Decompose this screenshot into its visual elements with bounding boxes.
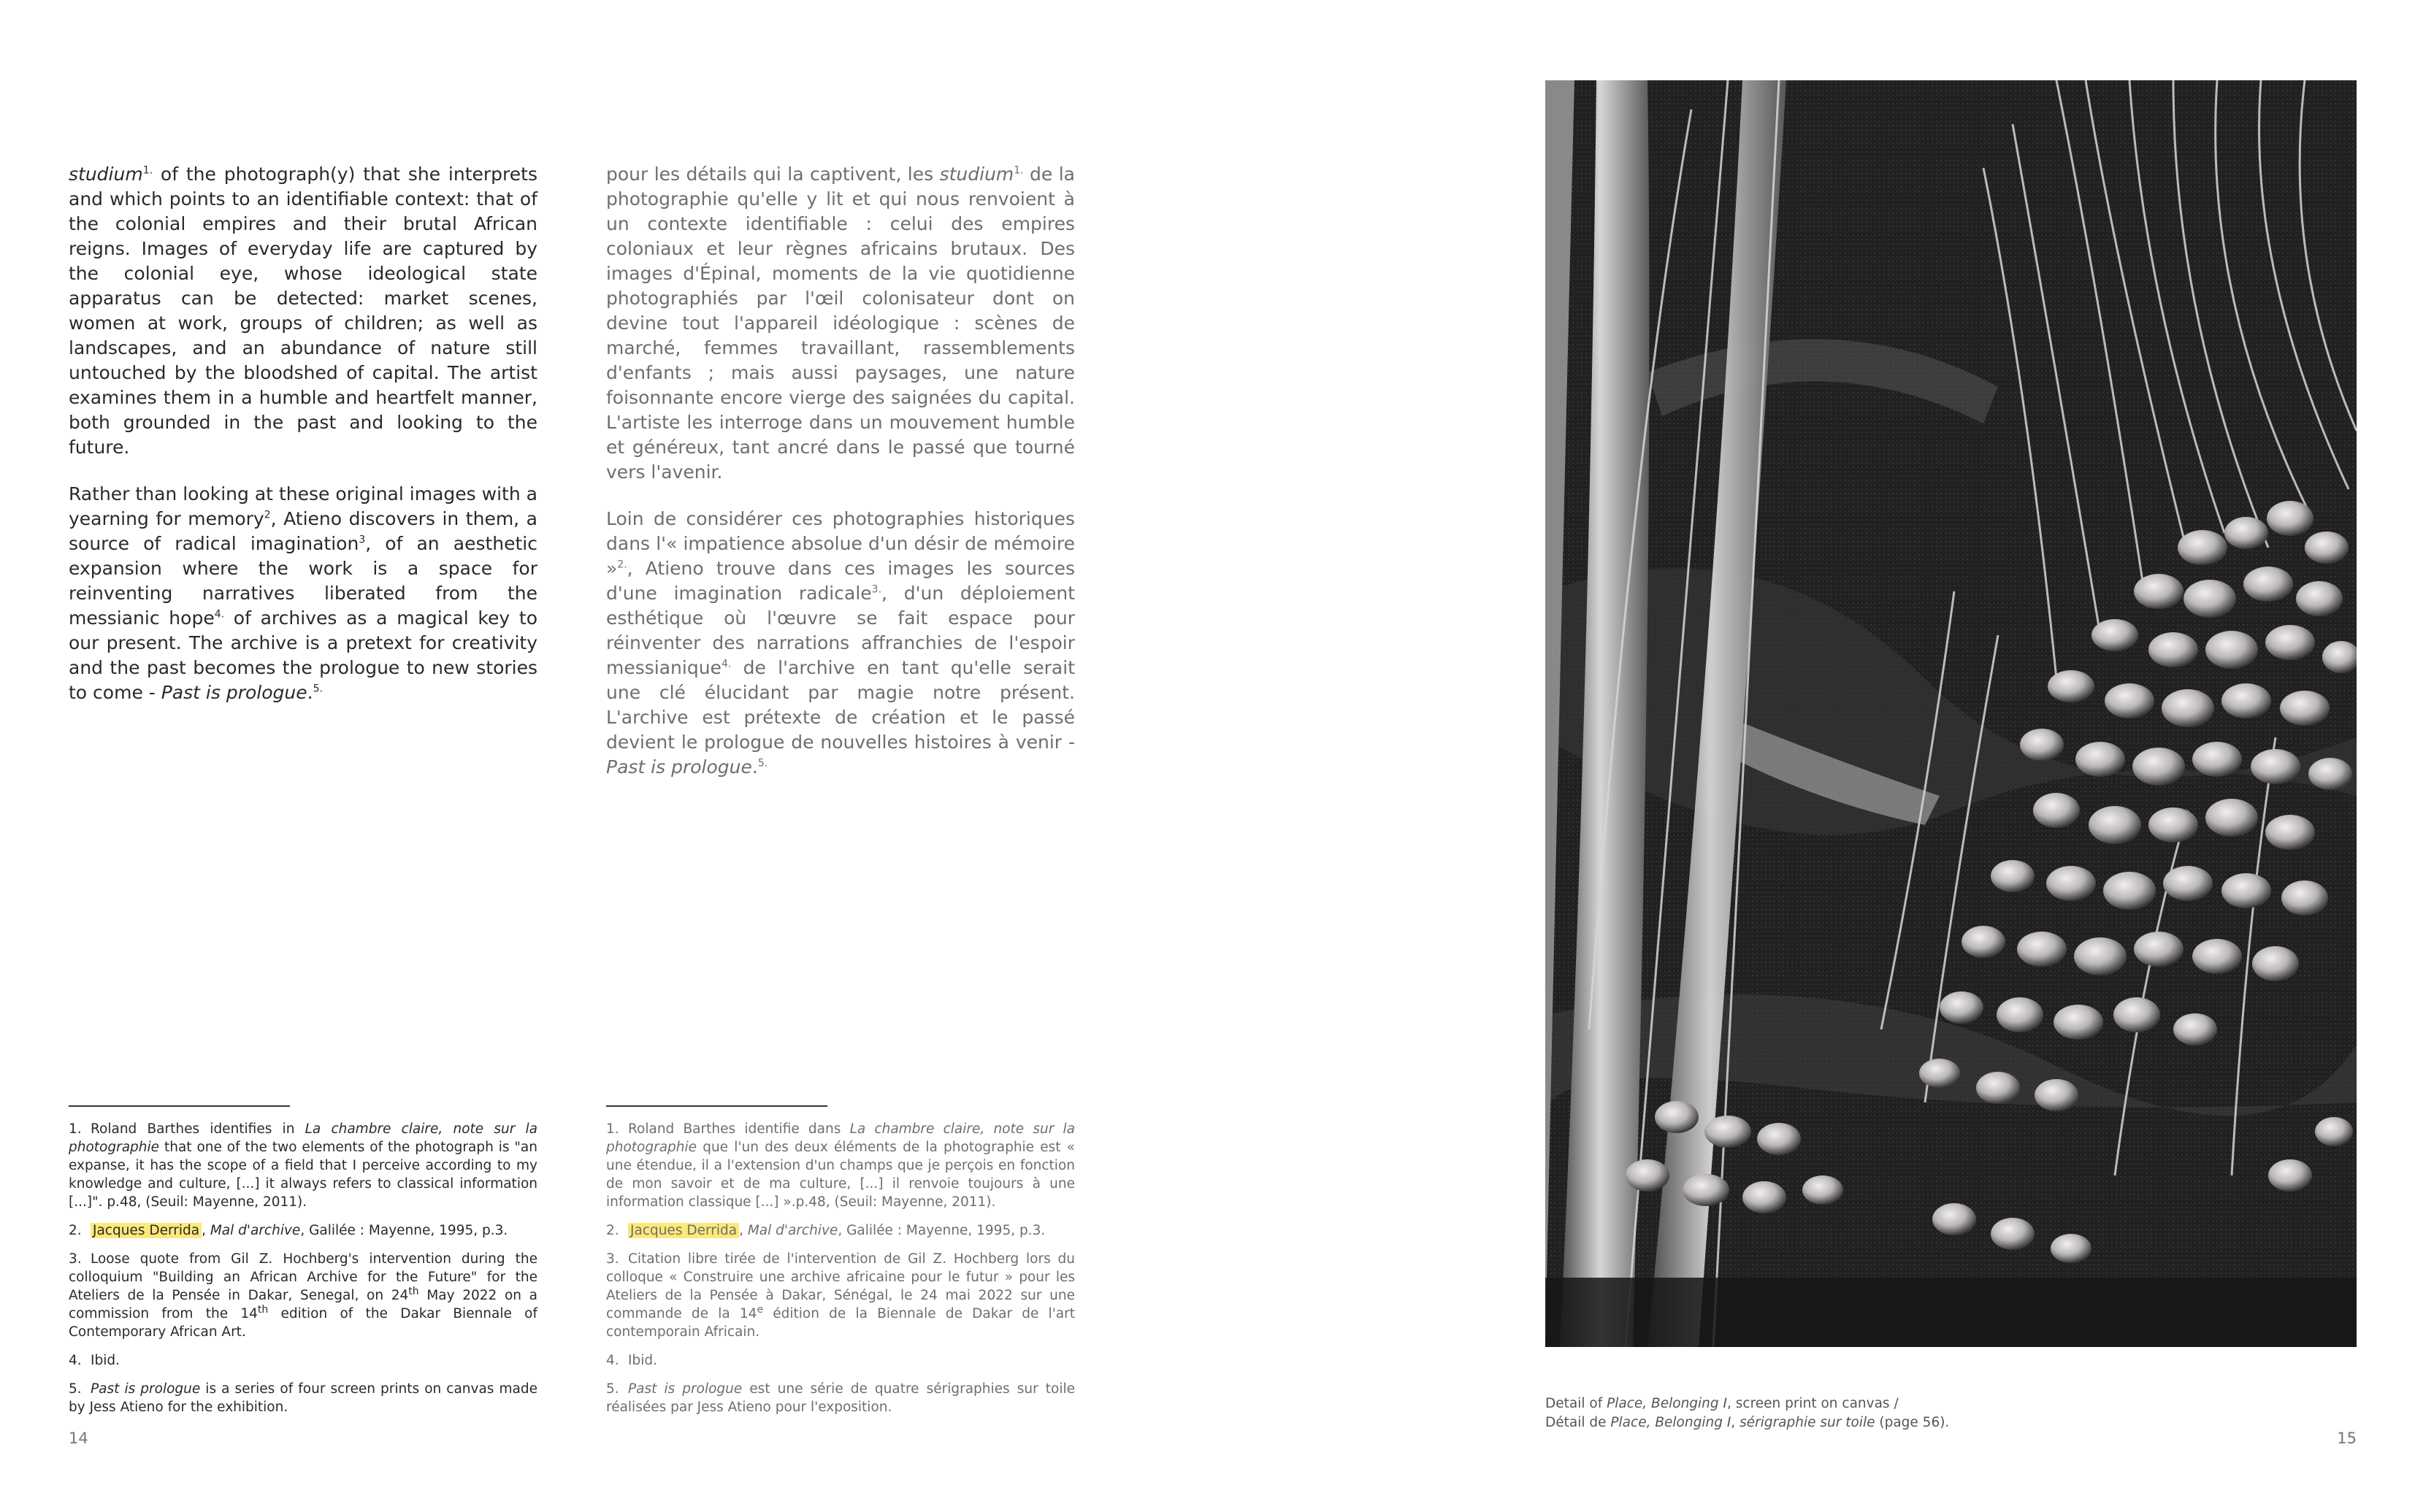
french-paragraph-1 xyxy=(606,162,1075,485)
italic-text: La chambre claire, note sur la photographie xyxy=(69,1121,537,1155)
footnote-en-3 xyxy=(69,1250,537,1341)
italic-text: studium xyxy=(939,164,1014,185)
text-run: (page 56). xyxy=(1875,1415,1950,1430)
text-run: que l'un des deux éléments de la photographie est « une étendue, il a l'extension d'un champs que je perçois en fonction de mon savoir et de ma culture, [...] il renvoie toujours à une information classique [...] ».p.48, (Seuil: Mayenne, 2011). xyxy=(606,1140,1075,1210)
text-run: , xyxy=(739,1223,748,1238)
footnote-rule-english xyxy=(69,1105,290,1107)
text-run: Citation libre tirée de l'intervention de Gil Z. Hochberg lors du colloque « Construire une archive africaine pour le futur » pour les Ateliers de la Pensée à Dakar, Sénégal, le 24 mai 2022 sur une commande de la 14 xyxy=(606,1251,1075,1321)
text-run: . xyxy=(307,682,313,703)
footnote-en-4 xyxy=(69,1351,537,1370)
text-run: , screen print on canvas / xyxy=(1727,1396,1899,1411)
footnote-en-5 xyxy=(69,1380,537,1416)
italic-text: Mal d'archive xyxy=(747,1223,838,1238)
text-run: est une série de quatre sérigraphies sur toile réalisées par Jess Atieno pour l'exposition. xyxy=(606,1381,1075,1415)
image-caption xyxy=(1545,1394,1949,1432)
text-run: Loose quote from Gil Z. Hochberg's intervention during the colloquium "Building an African Archive for the Future" for the Ateliers de la Pensée in Dakar, Senegal, on 24 xyxy=(69,1251,537,1303)
footnote-number: 5. xyxy=(69,1381,82,1397)
italic-text: Past is prologue xyxy=(161,682,307,703)
italic-text: Place, Belonging I xyxy=(1610,1415,1731,1430)
text-run: Ibid. xyxy=(628,1353,657,1368)
note-reference: 4. xyxy=(214,608,225,621)
text-run: , of an aesthetic expansion where the work is a space for reinventing narratives liberated from the messianic hope xyxy=(69,533,537,629)
footnote-fr-4 xyxy=(606,1351,1075,1370)
caption-line-french xyxy=(1545,1413,1949,1432)
text-run: that one of the two elements of the photograph is "an expanse, it has the scope of a field that I perceive according to my knowledge and culture, [...] it always refers to classical information [...]". p.48, (Seuil: Mayenne, 2011). xyxy=(69,1140,537,1210)
text-run: Détail de xyxy=(1545,1415,1611,1430)
text-run: May 2022 on a commission from the 14 xyxy=(69,1288,537,1321)
text-run: , Atieno discovers in them, a source of radical imagination xyxy=(69,508,537,554)
footnote-number: 1. xyxy=(69,1121,82,1137)
italic-text: studium xyxy=(69,164,143,185)
note-reference: th xyxy=(408,1285,419,1297)
footnote-en-1 xyxy=(69,1120,537,1211)
text-run: Roland Barthes identifies in xyxy=(91,1121,305,1137)
text-run: de la photographie qu'elle y lit et qui nous renvoient à un contexte identifiable : celui des empires coloniaux et leur règnes africains brutaux. Des images d'Épinal, moments de la vie quotidienne photographiés par l'œil colonisateur dont on devine tout l'appareil idéologique : scènes de marché, femmes travaillant, rassemblements d'enfants ; mais aussi paysages, une nature foisonnante encore vierge des saignées du capital. L'artiste les interroge dans un mouvement humble et généreux, tant ancré dans le passé que tourné vers l'avenir. xyxy=(606,164,1075,483)
note-reference: 4. xyxy=(721,658,732,670)
text-run: of archives as a magical key to our present. The archive is a pretext for creativity and the past becomes the prologue to new stories to come - xyxy=(69,607,537,703)
text-run: , d'un déploiement esthétique où l'œuvre se fait espace pour réinventer des narrations affranchies de l'espoir messianique xyxy=(606,583,1076,678)
note-reference: 2. xyxy=(617,559,627,571)
french-paragraph-2 xyxy=(606,507,1075,780)
page-number-right: 15 xyxy=(2337,1430,2357,1447)
french-body-column xyxy=(606,162,1075,802)
page-number-left: 14 xyxy=(69,1430,88,1447)
note-reference: 2 xyxy=(264,509,271,521)
text-run: Detail of xyxy=(1545,1396,1607,1411)
italic-text: sérigraphie sur toile xyxy=(1740,1415,1875,1430)
text-run: édition de la Biennale de Dakar de l'art contemporain Africain. xyxy=(606,1306,1075,1340)
footnote-number: 2. xyxy=(606,1223,619,1238)
footnote-number: 4. xyxy=(606,1353,619,1368)
note-reference: 5. xyxy=(757,757,768,770)
footnote-number: 4. xyxy=(69,1353,82,1368)
footnote-number: 1. xyxy=(606,1121,619,1137)
french-footnotes xyxy=(606,1120,1075,1427)
italic-text: Past is prologue xyxy=(628,1381,743,1397)
footnote-number: 5. xyxy=(606,1381,619,1397)
text-run: Loin de considérer ces photographies historiques dans l'« impatience absolue d'un désir de mémoire » xyxy=(606,508,1075,579)
footnote-number: 2. xyxy=(69,1223,82,1238)
text-run: , Atieno trouve dans ces images les sources d'une imagination radicale xyxy=(606,558,1075,604)
text-run: . xyxy=(751,756,758,778)
text-run: of the photograph(y) that she interprets and which points to an identifiable context: that of the colonial empires and their brutal African reigns. Images of everyday life are captured by the colonial eye, whose ideological state apparatus can be detected: market scenes, women at work, groups of children; as well as landscapes, and an abundance of nature still untouched by the bloodshed of capital. The artist examines them in a humble and heartfelt manner, both grounded in the past and looking to the future. xyxy=(69,164,537,458)
footnote-rule-french xyxy=(606,1105,827,1107)
text-run: , Galilée : Mayenne, 1995, p.3. xyxy=(300,1223,508,1238)
note-reference: 3 xyxy=(359,534,366,546)
date-palm-screenprint-illustration xyxy=(1545,80,2357,1347)
caption-line-english xyxy=(1545,1394,1949,1413)
footnote-fr-3 xyxy=(606,1250,1075,1341)
artwork-image xyxy=(1545,80,2357,1347)
italic-text: Past is prologue xyxy=(91,1381,201,1397)
text-run: is a series of four screen prints on canvas made by Jess Atieno for the exhibition. xyxy=(69,1381,537,1415)
footnote-fr-5 xyxy=(606,1380,1075,1416)
english-paragraph-2 xyxy=(69,482,537,705)
footnote-fr-2 xyxy=(606,1221,1075,1240)
text-run: Rather than looking at these original images with a yearning for memory xyxy=(69,483,537,529)
footnote-number: 3. xyxy=(69,1251,82,1267)
footnote-en-2 xyxy=(69,1221,537,1240)
italic-text: Mal d'archive xyxy=(210,1223,301,1238)
highlighted-text: Jacques Derrida xyxy=(91,1223,202,1238)
note-reference: 1. xyxy=(1014,164,1024,177)
note-reference: 5. xyxy=(313,683,323,695)
note-reference: 3. xyxy=(871,583,882,596)
text-run: Ibid. xyxy=(91,1353,120,1368)
english-footnotes xyxy=(69,1120,537,1427)
english-paragraph-1 xyxy=(69,162,537,460)
footnote-number: 3. xyxy=(606,1251,619,1267)
text-run: edition of the Dakar Biennale of Contemporary African Art. xyxy=(69,1306,537,1340)
note-reference: th xyxy=(257,1303,269,1316)
text-run: , xyxy=(202,1223,210,1238)
highlighted-text: Jacques Derrida xyxy=(628,1223,739,1238)
english-body-column xyxy=(69,162,537,727)
text-run: pour les détails qui la captivent, les xyxy=(606,164,940,185)
note-reference: e xyxy=(757,1303,764,1316)
italic-text: La chambre claire, note sur la photographie xyxy=(606,1121,1075,1155)
footnote-fr-1 xyxy=(606,1120,1075,1211)
text-run: , xyxy=(1731,1415,1740,1430)
note-reference: 1. xyxy=(142,164,153,177)
text-run: Roland Barthes identifie dans xyxy=(628,1121,850,1137)
italic-text: Place, Belonging I xyxy=(1607,1396,1727,1411)
text-run: , Galilée : Mayenne, 1995, p.3. xyxy=(838,1223,1046,1238)
italic-text: Past is prologue xyxy=(606,756,752,778)
text-run: de l'archive en tant qu'elle serait une clé élucidant par magie notre présent. L'archive est prétexte de création et le passé devient le prologue de nouvelles histoires à venir - xyxy=(606,657,1075,753)
